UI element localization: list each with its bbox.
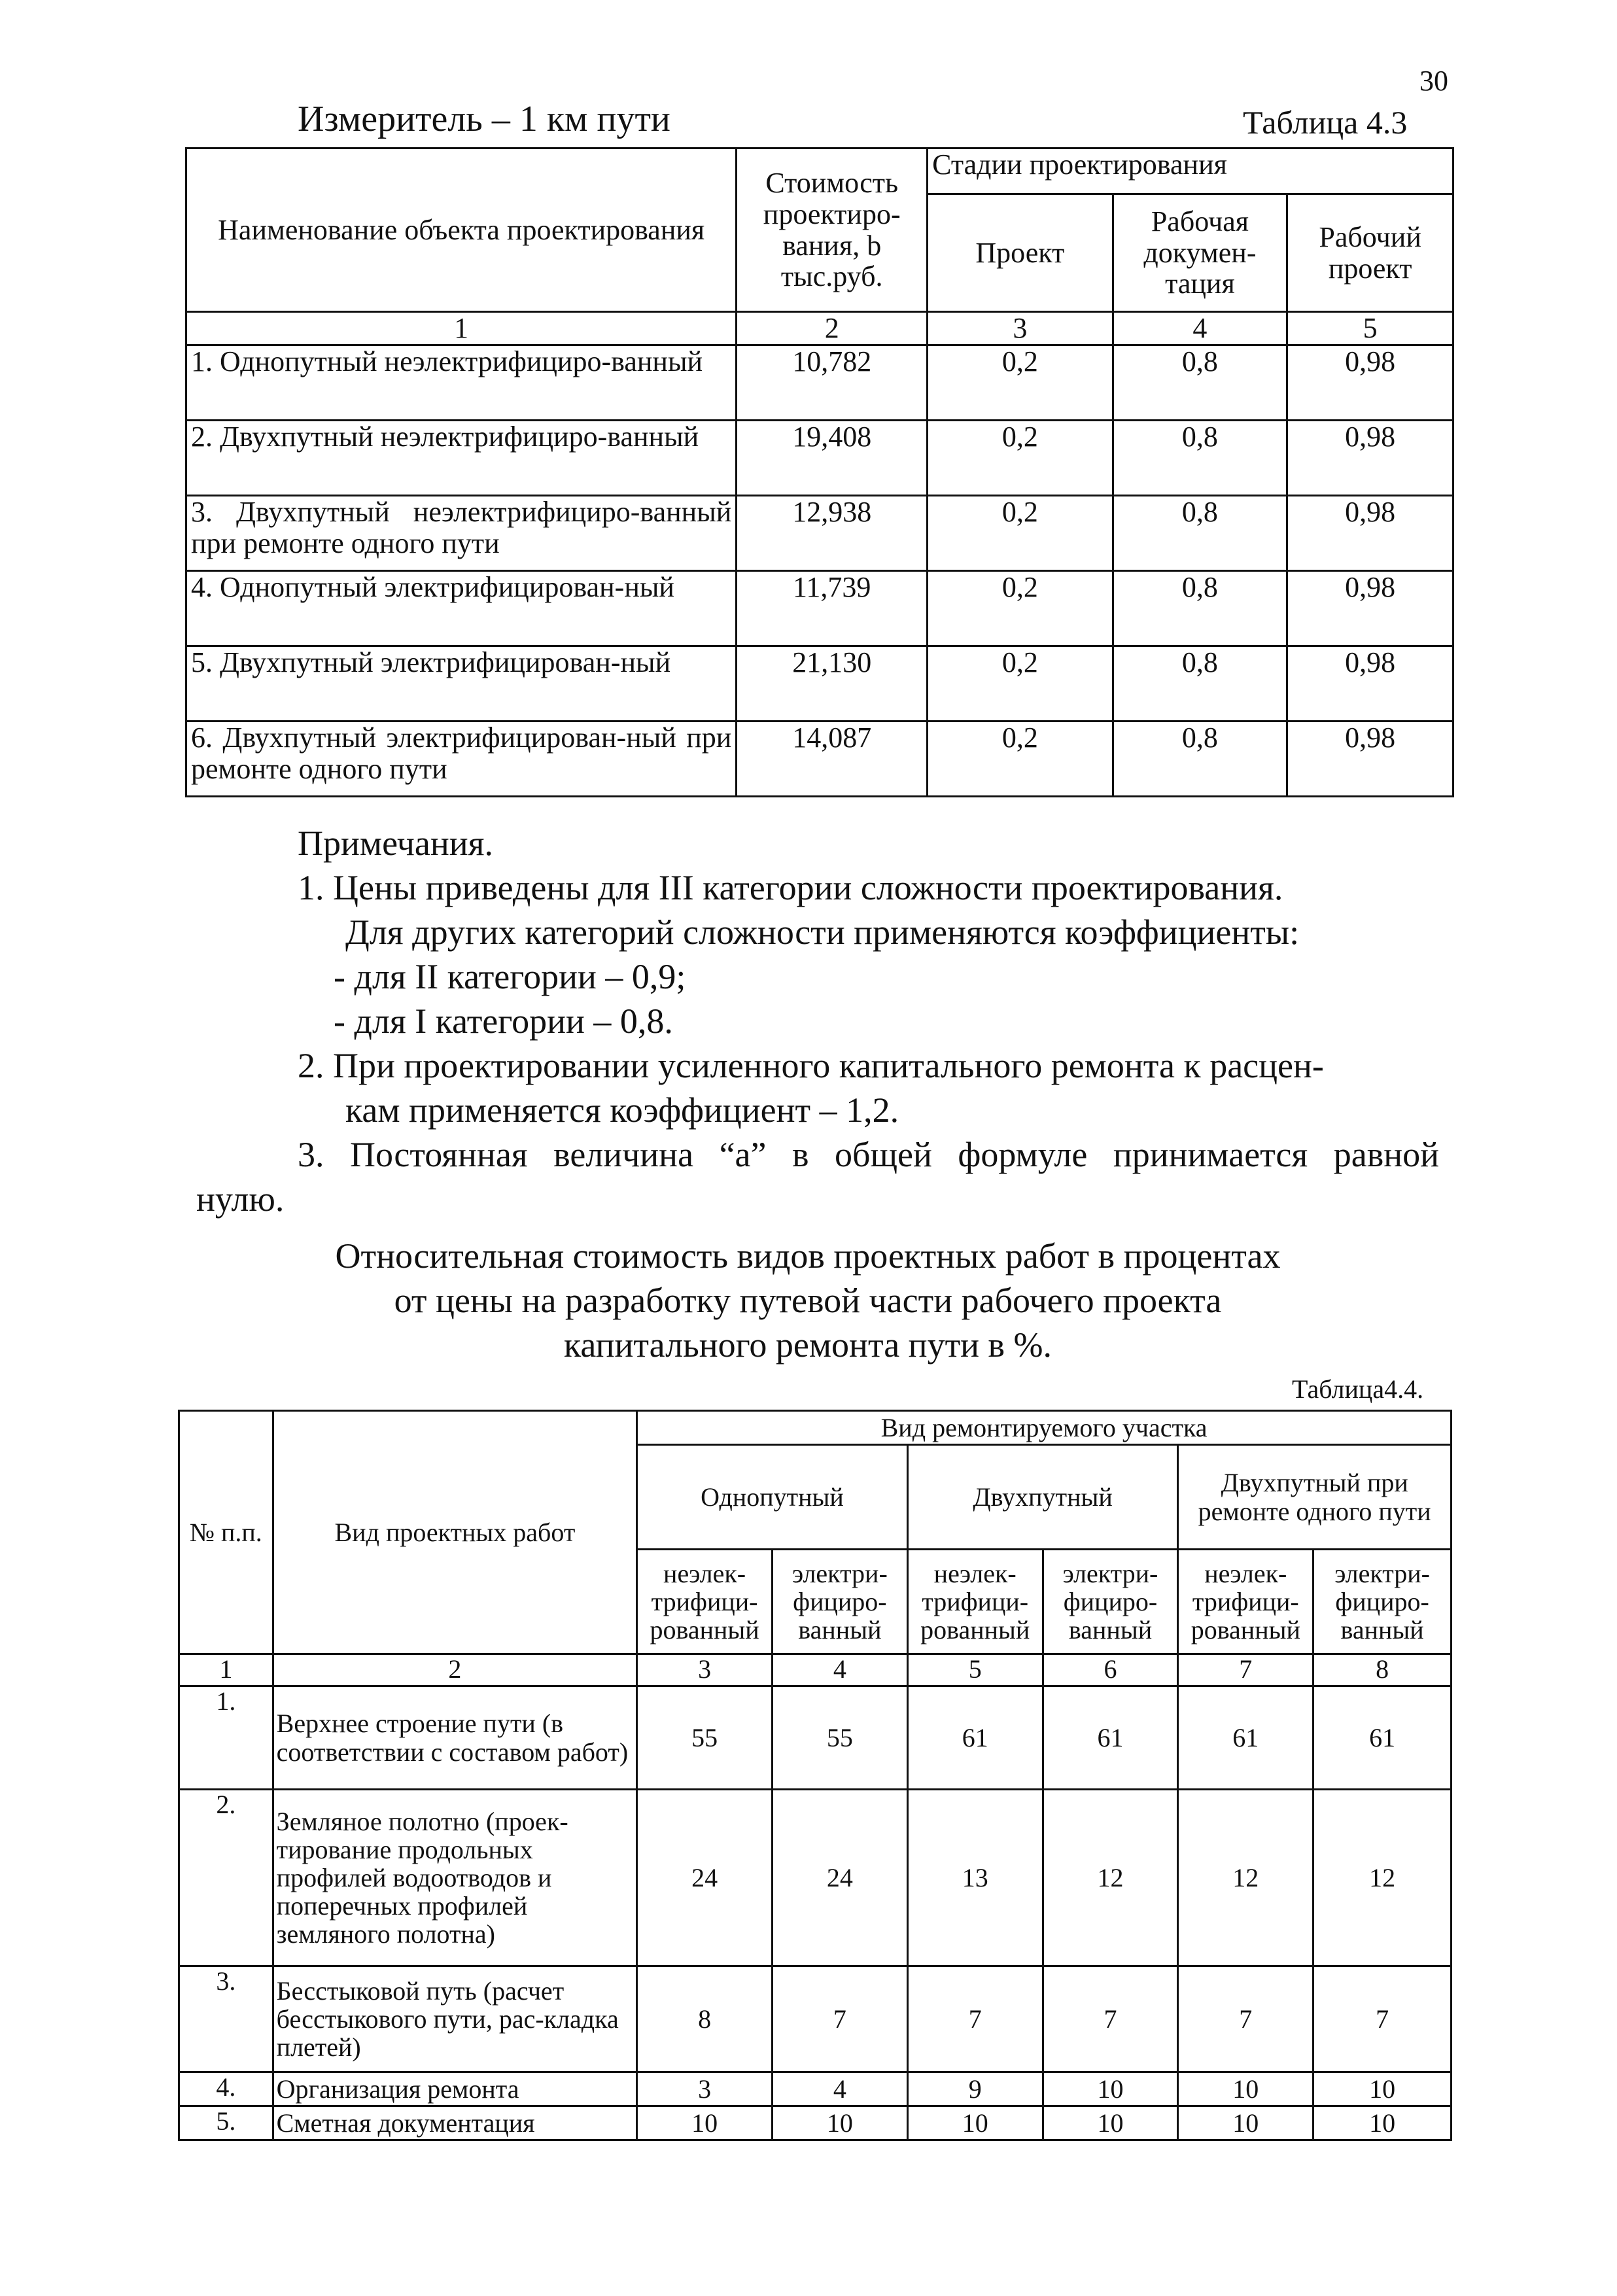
- header-stages: Стадии проектирования: [928, 148, 1453, 194]
- header-object-name: Наименование объекта проектирования: [186, 148, 737, 312]
- project-value: 0,2: [928, 345, 1113, 421]
- table-4-4-number: Таблица4.4.: [1292, 1374, 1424, 1404]
- cost-value: 12,938: [737, 496, 928, 571]
- header-workproject: Рабочий проект: [1287, 194, 1453, 312]
- notes-title: Примечания.: [298, 824, 493, 863]
- work-type: Верхнее строение пути (в соответствии с составом работ): [273, 1686, 637, 1790]
- col-number: 1: [186, 312, 737, 345]
- project-value: 0,2: [928, 646, 1113, 722]
- table-row: [179, 1790, 1452, 1966]
- col-number: 7: [1178, 1654, 1313, 1686]
- percent-value: 9: [907, 2072, 1043, 2106]
- col-number: 2: [273, 1654, 637, 1686]
- work-type: Сметная документация: [273, 2106, 637, 2140]
- workproject-value: 0,98: [1287, 571, 1453, 646]
- project-value: 0,2: [928, 571, 1113, 646]
- note-1-item-i: - для I категории – 0,8.: [334, 1001, 673, 1041]
- header-cost: Стоимость проектиро-вания, b тыс.руб.: [737, 148, 928, 312]
- table-row: [179, 2106, 1452, 2140]
- note-1-item-ii: - для II категории – 0,9;: [334, 957, 686, 996]
- percent-value: 12: [1313, 1790, 1452, 1966]
- note-1-line-2: Для других категорий сложности применяются коэффициенты:: [345, 913, 1300, 952]
- table-row: [186, 571, 1453, 646]
- table-row: [186, 345, 1453, 421]
- project-value: 0,2: [928, 421, 1113, 496]
- header-electrified: электри-фициро-ванный: [1313, 1550, 1452, 1654]
- header-electrified: электри-фициро-ванный: [1043, 1550, 1178, 1654]
- workproject-value: 0,98: [1287, 646, 1453, 722]
- row-number: 5.: [179, 2106, 273, 2140]
- page-number: 30: [1419, 65, 1448, 97]
- percent-value: 10: [773, 2106, 908, 2140]
- table-row: [179, 1966, 1452, 2072]
- percent-value: 61: [1313, 1686, 1452, 1790]
- table-row: [179, 2072, 1452, 2106]
- workdoc-value: 0,8: [1113, 345, 1287, 421]
- cost-value: 19,408: [737, 421, 928, 496]
- percent-value: 10: [1313, 2072, 1452, 2106]
- percent-value: 10: [1043, 2106, 1178, 2140]
- percent-value: 12: [1178, 1790, 1313, 1966]
- cost-value: 21,130: [737, 646, 928, 722]
- col-number: 1: [179, 1654, 273, 1686]
- percent-value: 7: [773, 1966, 908, 2072]
- note-2-line-1: 2. При проектировании усиленного капитального ремонта к расцен-: [298, 1046, 1324, 1085]
- header-electrified: электри-фициро-ванный: [773, 1550, 908, 1654]
- percent-value: 24: [637, 1790, 773, 1966]
- table-row: [186, 646, 1453, 722]
- percent-value: 55: [773, 1686, 908, 1790]
- row-number: 2.: [179, 1790, 273, 1966]
- percent-value: 10: [1178, 2072, 1313, 2106]
- percent-value: 10: [637, 2106, 773, 2140]
- measure-label: Измеритель – 1 км пути: [298, 99, 670, 139]
- col-number: 4: [1113, 312, 1287, 345]
- project-value: 0,2: [928, 496, 1113, 571]
- col-number: 2: [737, 312, 928, 345]
- workdoc-value: 0,8: [1113, 722, 1287, 797]
- workdoc-value: 0,8: [1113, 646, 1287, 722]
- object-name: 4. Однопутный электрифицирован-ный: [186, 571, 737, 646]
- header-project: Проект: [928, 194, 1113, 312]
- table-row: [179, 1686, 1452, 1790]
- note-2-line-2: кам применяется коэффициент – 1,2.: [345, 1090, 899, 1130]
- col-number: 5: [907, 1654, 1043, 1686]
- cost-value: 14,087: [737, 722, 928, 797]
- table-4-3: [185, 147, 1454, 797]
- header-double-track: Двухпутный: [907, 1445, 1178, 1550]
- cost-value: 10,782: [737, 345, 928, 421]
- table-4-4: [178, 1410, 1452, 2141]
- percent-value: 8: [637, 1966, 773, 2072]
- section-heading-line-2: от цены на разработку путевой части рабочего проекта: [394, 1281, 1222, 1320]
- percent-value: 7: [1178, 1966, 1313, 2072]
- work-type: Земляное полотно (проек-тирование продольных профилей водоотводов и поперечных профилей земляного полотна): [273, 1790, 637, 1966]
- header-no: № п.п.: [179, 1411, 273, 1654]
- note-1-line-1: 1. Цены приведены для III категории сложности проектирования.: [298, 868, 1283, 907]
- header-non-electrified: неэлек-трифици-рованный: [907, 1550, 1043, 1654]
- work-type: Бесстыковой путь (расчет бесстыкового пути, рас-кладка плетей): [273, 1966, 637, 2072]
- workproject-value: 0,98: [1287, 722, 1453, 797]
- header-workdoc: Рабочая докумен-тация: [1113, 194, 1287, 312]
- object-name: 1. Однопутный неэлектрифициро-ванный: [186, 345, 737, 421]
- percent-value: 3: [637, 2072, 773, 2106]
- percent-value: 13: [907, 1790, 1043, 1966]
- col-number: 3: [637, 1654, 773, 1686]
- note-3-line-1: 3. Постоянная величина “а” в общей формуле принимается равной: [298, 1135, 1439, 1174]
- note-3-line-2: нулю.: [196, 1179, 285, 1219]
- percent-value: 10: [1178, 2106, 1313, 2140]
- percent-value: 7: [1043, 1966, 1178, 2072]
- object-name: 3. Двухпутный неэлектрифициро-ванный при ремонте одного пути: [186, 496, 737, 571]
- col-number: 3: [928, 312, 1113, 345]
- col-number: 5: [1287, 312, 1453, 345]
- row-number: 4.: [179, 2072, 273, 2106]
- object-name: 2. Двухпутный неэлектрифициро-ванный: [186, 421, 737, 496]
- percent-value: 55: [637, 1686, 773, 1790]
- col-number: 6: [1043, 1654, 1178, 1686]
- col-number: 4: [773, 1654, 908, 1686]
- table-4-3-number: Таблица 4.3: [1243, 104, 1408, 141]
- col-number: 8: [1313, 1654, 1452, 1686]
- row-number: 3.: [179, 1966, 273, 2072]
- object-name: 5. Двухпутный электрифицирован-ный: [186, 646, 737, 722]
- section-heading-line-3: капитального ремонта пути в %.: [563, 1325, 1052, 1365]
- percent-value: 12: [1043, 1790, 1178, 1966]
- workproject-value: 0,98: [1287, 496, 1453, 571]
- percent-value: 61: [1178, 1686, 1313, 1790]
- percent-value: 7: [1313, 1966, 1452, 2072]
- work-type: Организация ремонта: [273, 2072, 637, 2106]
- table-row: [186, 496, 1453, 571]
- table-row: [186, 421, 1453, 496]
- row-number: 1.: [179, 1686, 273, 1790]
- header-double-track-repair: Двухпутный при ремонте одного пути: [1178, 1445, 1452, 1550]
- project-value: 0,2: [928, 722, 1113, 797]
- header-non-electrified: неэлек-трифици-рованный: [637, 1550, 773, 1654]
- percent-value: 10: [907, 2106, 1043, 2140]
- header-non-electrified: неэлек-трифици-рованный: [1178, 1550, 1313, 1654]
- percent-value: 61: [1043, 1686, 1178, 1790]
- workdoc-value: 0,8: [1113, 496, 1287, 571]
- percent-value: 24: [773, 1790, 908, 1966]
- percent-value: 7: [907, 1966, 1043, 2072]
- header-work-type: Вид проектных работ: [273, 1411, 637, 1654]
- header-section-type: Вид ремонтируемого участка: [637, 1411, 1452, 1445]
- workdoc-value: 0,8: [1113, 571, 1287, 646]
- workproject-value: 0,98: [1287, 345, 1453, 421]
- percent-value: 10: [1043, 2072, 1178, 2106]
- object-name: 6. Двухпутный электрифицирован-ный при ремонте одного пути: [186, 722, 737, 797]
- section-heading-line-1: Относительная стоимость видов проектных работ в процентах: [335, 1236, 1281, 1276]
- percent-value: 4: [773, 2072, 908, 2106]
- workproject-value: 0,98: [1287, 421, 1453, 496]
- percent-value: 61: [907, 1686, 1043, 1790]
- workdoc-value: 0,8: [1113, 421, 1287, 496]
- cost-value: 11,739: [737, 571, 928, 646]
- table-row: [186, 722, 1453, 797]
- header-single-track: Однопутный: [637, 1445, 908, 1550]
- percent-value: 10: [1313, 2106, 1452, 2140]
